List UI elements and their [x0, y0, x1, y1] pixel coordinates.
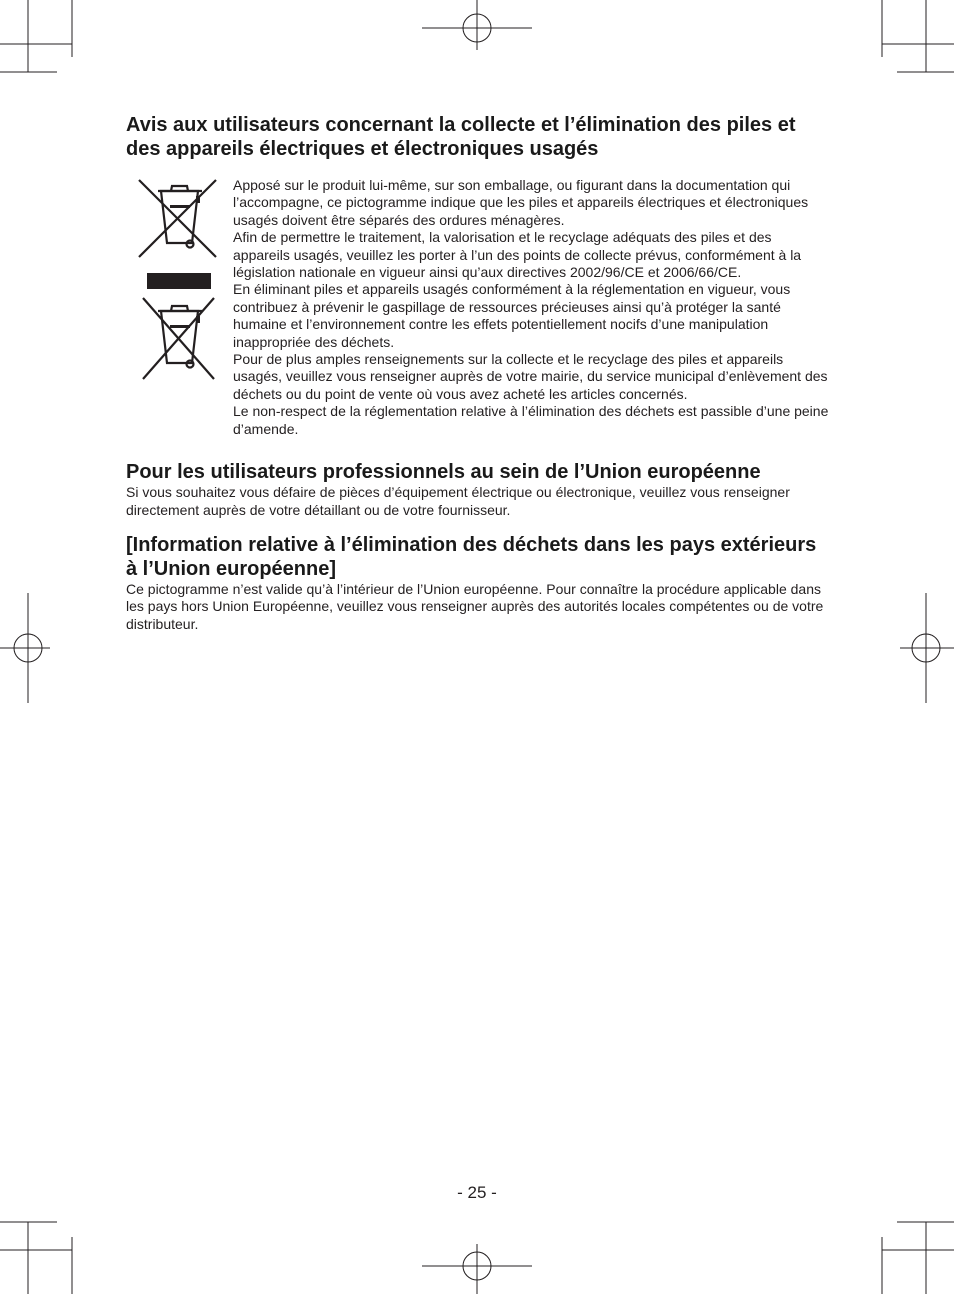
weee-notice-block	[126, 177, 831, 438]
weee-notice-text	[233, 177, 831, 438]
outside-eu-text	[126, 581, 831, 633]
crossed-out-wheelie-bin-icon	[126, 177, 233, 259]
paragraph: Pour de plus amples renseignements sur la collecte et le recyclage des piles et appareils usagés, veuillez vous renseigner auprès de votre mairie, du service municipal d’enlèvement des déchets ou du point de vente où vous avez acheté les articles concernés.	[233, 351, 828, 402]
paragraph: Apposé sur le produit lui-même, sur son emballage, ou figurant dans la documentation qui l’accompagne, ce pictogramme indique que les piles et appareils électriques et électroniques usagés doivent être séparés des ordures ménagères.	[233, 177, 809, 228]
crossed-out-wheelie-bin-icon	[126, 295, 233, 381]
paragraph: Afin de permettre le traitement, la valorisation et le recyclage adéquats des piles et des appareils usagés, veuillez les porter à l’un des points de collecte prévus, conformément à la législation nationale en vigueur ainsi qu’aux directives 2002/96/CE et 2006/66/CE.	[233, 229, 802, 281]
weee-symbols	[126, 177, 233, 438]
section-title-outside-eu: [Information relative à l’élimination des déchets dans les pays extérieurs à l’Union européenne]	[126, 533, 817, 580]
professional-users-text	[126, 484, 831, 519]
paragraph: Ce pictogramme n’est valide qu’à l’intérieur de l’Union européenne. Pour connaître la procédure applicable dans les pays hors Union Européenne, veuillez vous renseigner auprès des autorités locales compétentes ou de votre distributeur.	[126, 580, 824, 632]
weee-date-bar	[147, 273, 211, 289]
section-title-collection-disposal: Avis aux utilisateurs concernant la collecte et l’élimination des piles et des appareils électriques et électroniques usagés	[126, 114, 796, 160]
page-content	[126, 113, 831, 633]
paragraph: En éliminant piles et appareils usagés conformément à la réglementation en vigueur, vous contribuez à prévenir le gaspillage de ressources précieuses ainsi qu’à protéger la santé humaine et l’environnement contre les effets potentiellement nocifs d’une manipulation inappropriée des déchets.	[233, 281, 791, 350]
section-title-professional-users: Pour les utilisateurs professionnels au sein de l’Union européenne	[126, 461, 761, 484]
paragraph: Si vous souhaitez vous défaire de pièces d’équipement électrique ou électronique, veuillez vous renseigner directement auprès de votre détaillant ou de votre fournisseur.	[126, 484, 790, 518]
paragraph: Le non-respect de la réglementation relative à l’élimination des déchets est passible d’une peine d’amende.	[233, 403, 829, 437]
page-number: - 25 -	[457, 1183, 497, 1202]
